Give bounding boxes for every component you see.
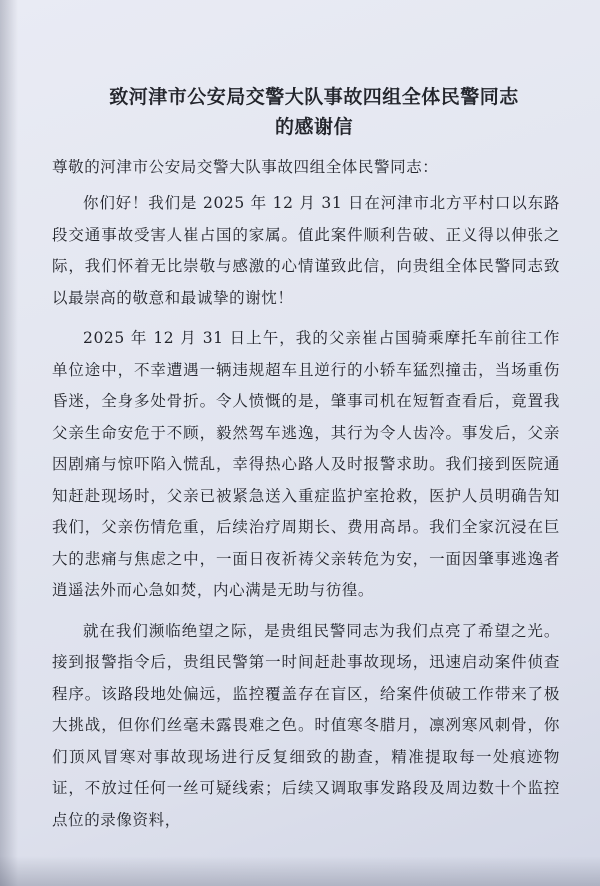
letter-title-line2: 的感谢信 <box>274 116 353 138</box>
letter-paragraph-2: 2025 年 12 月 31 日上午，我的父亲崔占国骑乘摩托车前往工作单位途中，不幸遭遇一辆违规超车且逆行的小轿车猛烈撞击，当场重伤昏迷，全身多处骨折。令人愤慨的是，肇事司机在短暂查看后，竟置我父亲生命安危于不顾，毅然驾车逃逸，其行为令人齿冷。事发后，父亲因剧痛与惊吓陷入慌乱，幸得热心路人及时报警求助。我们接到医院通知赶赴现场时，父亲已被紧急送入重症监护室抢救，医护人员明确告知我们，父亲伤情危重，后续治疗周期长、费用高昂。我们全家沉浸在巨大的悲痛与焦虑之中，一面日夜祈祷父亲转危为安，一面因肇事逃逸者逍遥法外而心急如焚，内心满是无助与彷徨。 <box>52 329 560 599</box>
letter-title-line1: 致河津市公安局交警大队事故四组全体民警同志 <box>109 86 519 108</box>
page-bottom-shadow <box>0 856 600 886</box>
letter-salutation: 尊敬的河津市公安局交警大队事故四组全体民警同志： <box>52 158 439 176</box>
letter-paragraph-1: 你们好！我们是 2025 年 12 月 31 日在河津市北方平村口以东路段交通事故受害人崔占国的家属。值此案件顺利告破、正义得以伸张之际，我们怀着无比崇敬与感激的心情谨致此信，向贵组全体民警同志致以最崇高的敬意和最诚挚的谢忱！ <box>52 194 560 307</box>
letter-paragraph-3: 就在我们濒临绝望之际，是贵组民警同志为我们点亮了希望之光。接到报警指令后，贵组民警第一时间赶赴事故现场，迅速启动案件侦查程序。该路段地处偏远，监控覆盖存在盲区，给案件侦破工作带来了极大挑战，但你们丝毫未露畏难之色。时值寒冬腊月，凛冽寒风刺骨，你们顶风冒寒对事故现场进行反复细致的勘查，精准提取每一处痕迹物证，不放过任何一丝可疑线索；后续又调取事发路段及周边数十个监控点位的录像资料， <box>52 621 560 829</box>
page-edge-shadow <box>0 0 18 886</box>
